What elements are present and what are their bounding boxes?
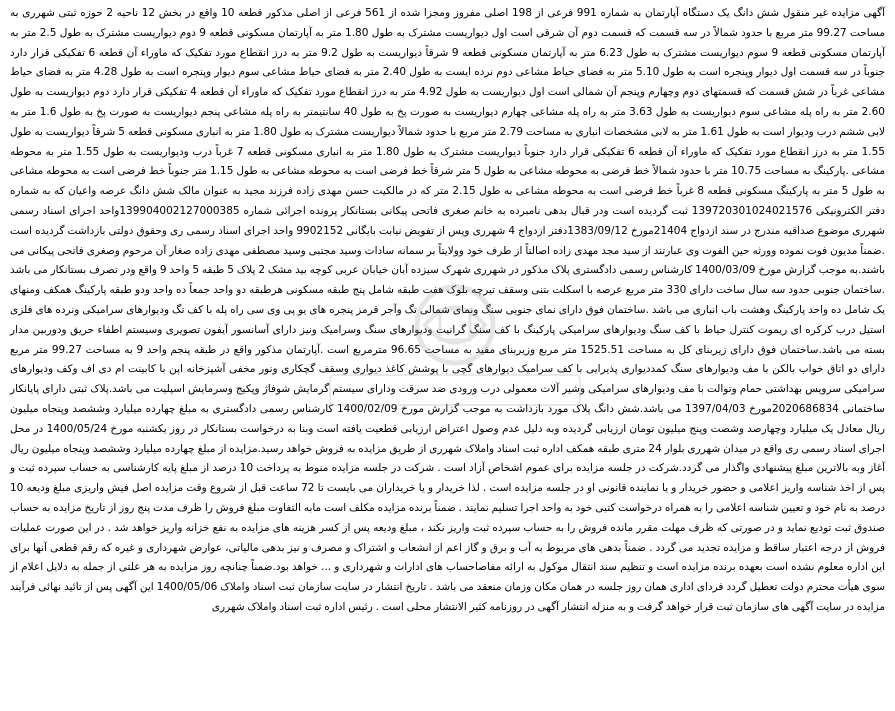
auction-notice-text: آگهی مزایده غیر منقول شش دانگ یک دستگاه آپارتمان به شماره 991 فرعی از 198 اصلی مفروز ومجزا شده از 561 فرعی از اصلی مذکور قطعه 10 واقع در بخش 12 ناحیه 2 حوزه ثبتی شهرری به مساحت 99.27 متر مربع با حدود شمالاً در سه قسمت که قسمت دوم آن شرقی است اول دیواریست مشترک به طول 1.80 متر به آپارتمان مسکونی قطعه 9 دوم دیواریست مشترک به طول 2.5 متر به آپارتمان مسکونی قطعه 9 سوم دیواریست مشترک به طول 6.23 متر به آپارتمان مسکونی قطعه 9 شرقاً دیواریست به طول 9.2 متر به درز انقطاع مورد تفکیک که ماوراء آن قطعه 6 تفکیکی قرار دارد جنوباً در سه قسمت اول دیوار وپنجره است به طول 5.10 متر به فضای حیاط مشاعی دوم نرده ایست به طول 2.40 متر به فضای حیاط مشاعی سوم دیوار وپنجره است به طول 4.28 متر به فضای حیاط مشاعی غرباً در شش قسمت که قسمتهای دوم وچهارم وپنجم آن شمالی است اول دیواریست به طول 4.92 متر به درز انقطاع مورد تفکیک که ماوراء آن قطعه 4 تفکیکی قرار دارد دوم دیواریست به طول 2.60 متر به راه پله مشاعی سوم دیواریست به طول 3.63 متر به راه پله مشاعی چهارم دیواریست به صورت پخ به طول 40 سانتیمتر به راه پله مشاعی پنجم دیواریست به صورت پخ به طول 1.6 متر به لابی ششم درب ودیوار است به طول 1.61 متر به لابی مشخصات انباری به مساحت 2.79 متر مربع با حدود شمالاً دیواریست مشترک به طول 1.80 متر به انباری مسکونی قطعه 5 شرقاً دیواریست به طول 1.55 متر به درز انقطاع مورد تفکیک که ماوراء آن قطعه 6 تفکیکی قرار دارد جنوباً دیواریست مشترک به طول 1.80 متر به انباری مسکونی قطعه 7 غرباً درب ودیواریست به طول 1.55 متر به محوطه مشاعی .پارکینگ به مساحت 10.75 متر با حدود شمالاً خط فرضی به محوطه مشاعی به طول 5 متر شرقاً خط فرضی است به محوطه مشاعی به طول 1.15 متر جنوباً خط فرضی است به محوطه مشاعی به طول 5 متر به پارکینگ مسکونی قطعه 8 غرباً خط فرضی است به محوطه مشاعی به طول 2.15 متر که در مالکیت حسن مهدی زاده فرزند مجید به عنوان مالک شش دانگ عرصه واعیان که به شماره دفتر الکترونیکی 139720301024021576 ثبت گردیده است ودر قبال بدهی نامبرده به خانم صغری فاتحی پیکانی بستانکار پرونده اجرائی شماره 139904002127000385واحد اجرای اسناد رسمی شهرری موضوع صداقیه مندرج در سند ازدواج 21404مورخ 1383/09/12دفتر ازدواج 4 شهرری وپس از تفویض نیابت بایگانی 9902152 واحد اجرای اسناد رسمی ری وحقوق دولتی بازداشت گردیده است .ضمناً مدیون فوت نموده وورثه حین الفوت وی عبارتند از سید مجد مهدی زاده اصالتاً از طرف خود وولایتاً بر سمانه سادات وسید مجتبی وسید مصطفی مهدی زاده صغار آن مرحوم وصغری فاتحی پیکانی می باشند.به موجب گزارش مورخ 1400/03/09 کارشناس رسمی دادگستری پلاک مذکور در شهرری شهرک سیزده آبان خیابان عربی کوچه بید مشک 2 پلاک 5 طبقه 5 واحد 9 واقع ودر تصرف بستانکار می باشد .ساختمان جنوبی حدود سه سال ساخت دارای 330 متر مربع عرصه با اسکلت بتنی وسقف تیرچه بلوک هفت طبقه شامل پنج طبقه مسکونی هرطبقه دو واحد جمعاً ده واحد ودو طبقه پارکینگ همکف ومنهای یک شامل ده واحد پارکینگ وهشت باب انباری می باشد .ساختمان فوق دارای نمای جنوبی سنگ ونمای شمالی تگ وآجر قرمز پنجره های یو پی وی سی راه پله با کف تگ ودیوارهای سرامیکی ونرده های فلزی استیل درب کرکره ای ریموت کنترل حیاط با کف سنگ ودیوارهای سرامیکی پارکینگ با کف سنگ گرانیت ودیوارهای سنگ وسرامیک ونیز دارای آسانسور آیفون تصویری وسیستم اطفاء حریق ودوربین مدار بسته می باشد.ساختمان فوق دارای زیربنای کل به مساحت 1525.51 متر مربع وزیربنای مفید به مساحت 96.65 مترمربع است .آپارتمان مذکور واقع در طبقه پنجم واحد 9 به مساحت 99.27 متر مربع دارای دو اتاق خواب بالکن با مف ودیوارهای سنگ کمددیواری پذیرایی با کف سرامیک دیوارهای گچی با پوشش کاغذ دیواری وسقف گچکاری ونور مخفی آشپزخانه اپن با کابینت ام دی اف وکف ودیوارهای سرامیکی سرویس بهداشتی حمام وتوالت با مف ودیوارهای سرامیکی وشیر آلات معمولی درب ورودی ضد سرقت ودارای سیستم گرمایش شوفاژ وپکیج وسرمایش اسپلیت می باشد.پلاک ثبتی دارای پایانکار ساختمانی 2020686834مورخ 1397/04/03 می باشد.شش دانگ پلاک مورد بازداشت به موجب گزارش مورخ 1400/02/09 کارشناس رسمی دادگستری به مبلغ چهارده میلیارد وششصد وپنجاه میلیون ریال معادل یک میلیارد وچهارصد وشصت وپنج میلیون تومان ارزیابی گردیده وبه دلیل عدم وصول اعتراض ارزیابی قطعیت یافته است وبنا به درخواست بستانکار در روز یکشنبه مورخ 1400/05/24 در محل اجرای اسناد رسمی ری واقع در میدان شهرری بلوار 24 متری طبقه همکف اداره ثبت اسناد واملاک شهرری از طریق مزایده به فروش خواهد رسید.مزایده از مبلغ چهارده میلیارد وششصد وپنجاه میلیون ریال آغاز وبه بالاترین مبلغ پیشنهادی واگذار می گردد.شرکت در جلسه مزایده برای عموم اشخاص آزاد است . شرکت در جلسه مزایده منوط به پرداخت 10 درصد از مبلغ پایه کارشناسی به حساب سپرده ثبت و پس از اخذ شناسه واریز اعلامی و حضور خریدار و یا نماینده قانونی او در جلسه مزایده است . لذا خریدار و یا خریداران می بایست تا 72 ساعت قبل از شروع وقت مزایده اصل فیش واریزی مبلغ ودیعه 10 درصد به نام خود و تعیین شناسه اعلامی را به همراه درخواست کتبی خود به واحد اجرا تسلیم نمایند . ضمناً برنده مزایده مکلف است مابه التفاوت مبلغ فروش را ظرف مدت پنج روز از تاریخ مزایده به حساب صندوق ثبت تودیع نماید و در صورتی که ظرف مهلت مقرر مانده فروش را به حساب سپرده ثبت واریز نکند ، مبلغ ودیعه پس از کسر هزینه های مزایده به نفع خزانه واریز خواهد شد . در این صورت عملیات فروش از درجه اعتبار ساقط و مزایده تجدید می گردد . ضمناً بدهی های مربوط به آب و برق و گاز اعم از انشعاب و اشتراک و مصرف و نیز بدهی مالیاتی، عوارض شهرداری و غیره که رقم قطعی آنها برای این اداره معلوم نشده است بعهده برنده مزایده است و تنظیم سند انتقال موکول به ارائه مفاصاحساب های ادارات و شهرداری و ... خواهد بود.ضمناً چنانچه روز مزایده به هر علتی از جمله به دلایل اعلام از سوی هیأت محترم دولت تعطیل گردد فردای اداری همان روز جلسه در همان مکان وزمان منعقد می باشد . تاریخ انتشار در سایت سازمان ثبت اسناد واملاک 1400/05/06 این آگهی پس از تائید نهائی فرآیند مزایده در سایت آگهی های سازمان ثبت قرار خواهد گرفت و به منزله انتشار آگهی در روزنامه کثیر الانتشار محلی است . رئیس اداره ثبت اسناد واملاک شهرری xyxy=(10,7,886,613)
